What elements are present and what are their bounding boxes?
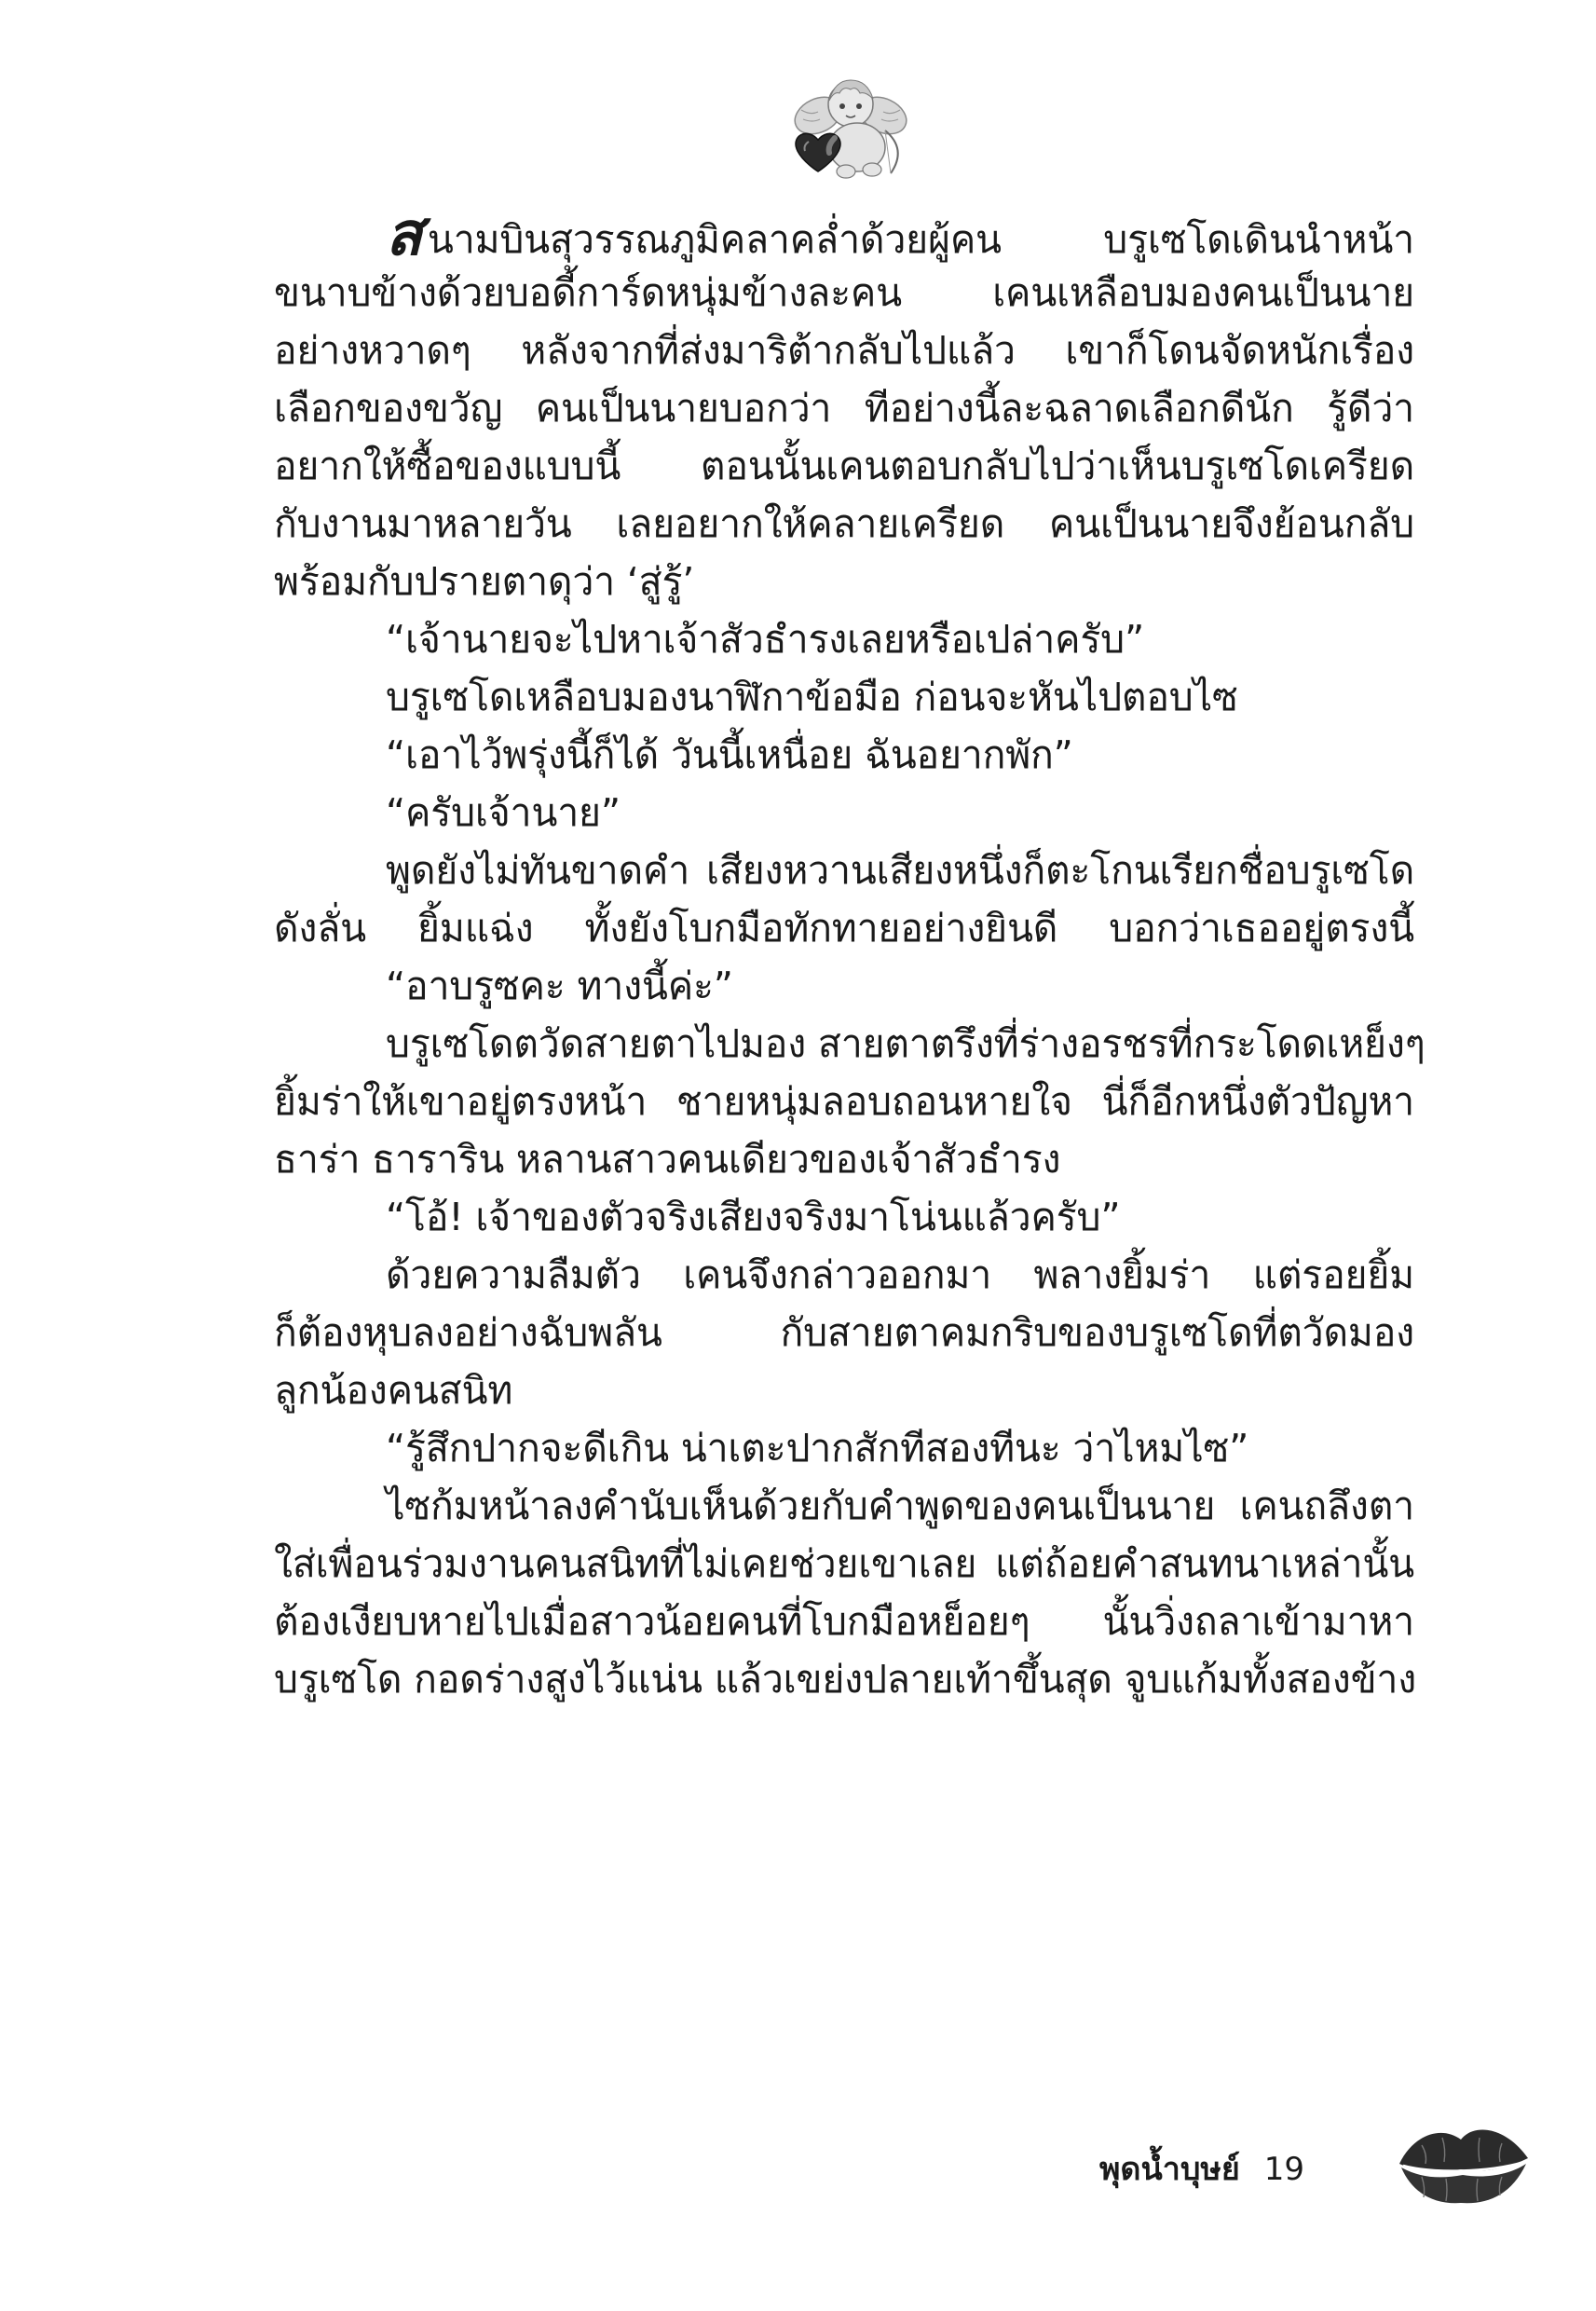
cupid-with-heart-icon: [781, 73, 921, 183]
paragraph-1-line-7: พร้อมกับปรายตาดุว่า ‘สู่รู้’: [274, 559, 695, 604]
dialogue-line: “เจ้านายจะไปหาเจ้าสัวธำรงเลยหรือเปล่าครับ”: [386, 617, 1145, 662]
book-title: พุดน้ำบุษย์: [1099, 2151, 1240, 2188]
drop-cap: ส: [386, 200, 422, 269]
paragraph-1-line-3: อย่างหวาดๆ หลังจากที่ส่งมาริต้ากลับไปแล้ว เขาก็โดนจัดหนักเรื่อง: [274, 328, 1414, 373]
narration-line: ใส่เพื่อนร่วมงานคนสนิทที่ไม่เคยช่วยเขาเลย แต่ถ้อยคำสนทนาเหล่านั้น: [274, 1541, 1414, 1586]
page-footer: [1099, 2143, 1304, 2194]
paragraph-1-line-4: เลือกของขวัญ คนเป็นนายบอกว่า ทีอย่างนี้ละฉลาดเลือกดีนัก รู้ดีว่า: [274, 386, 1414, 431]
dialogue-line: “อาบรูซคะ ทางนี้ค่ะ”: [386, 964, 733, 1008]
narration-line: ธาร่า ธาราริน หลานสาวคนเดียวของเจ้าสัวธำรง: [274, 1137, 1061, 1182]
narration-line: ไซก้มหน้าลงคำนับเห็นด้วยกับคำพูดของคนเป็นนาย เคนถลึงตา: [386, 1484, 1414, 1528]
narration-line: บรูเซโดเหลือบมองนาฬิกาข้อมือ ก่อนจะหันไปตอบไซ: [386, 675, 1238, 719]
narration-line: ต้องเงียบหายไปเมื่อสาวน้อยคนที่โบกมือหย็อยๆ นั้นวิ่งถลาเข้ามาหา: [274, 1599, 1414, 1644]
narration-line: บรูเซโดตวัดสายตาไปมอง สายตาตรึงที่ร่างอรชรที่กระโดดเหย็งๆ: [386, 1021, 1425, 1066]
dialogue-line: “โอ้! เจ้าของตัวจริงเสียงจริงมาโน่นแล้วครับ”: [386, 1195, 1121, 1239]
paragraph-1-line-5: อยากให้ซื้อของแบบนี้ ตอนนั้นเคนตอบกลับไปว่าเห็นบรูเซโดเครียด: [274, 444, 1414, 488]
narration-line: ก็ต้องหุบลงอย่างฉับพลัน กับสายตาคมกริบของบรูเซโดที่ตวัดมอง: [274, 1310, 1414, 1355]
lips-kiss-icon: [1394, 2117, 1534, 2210]
paragraph-1-line-6: กับงานมาหลายวัน เลยอยากให้คลายเครียด คนเป็นนายจึงย้อนกลับ: [274, 501, 1414, 546]
dialogue-line: “ครับเจ้านาย”: [386, 790, 621, 835]
narration-line: ลูกน้องคนสนิท: [274, 1368, 513, 1413]
narration-line: ด้วยความลืมตัว เคนจึงกล่าวออกมา พลางยิ้มร่า แต่รอยยิ้ม: [386, 1252, 1414, 1297]
narration-line: ยิ้มร่าให้เขาอยู่ตรงหน้า ชายหนุ่มลอบถอนหายใจ นี่ก็อีกหนึ่งตัวปัญหา: [274, 1079, 1414, 1124]
narration-line: บรูเซโด กอดร่างสูงไว้แน่น แล้วเขย่งปลายเท้าขึ้นสุด จูบแก้มทั้งสองข้าง: [274, 1657, 1417, 1702]
dialogue-line: “เอาไว้พรุ่งนี้ก็ได้ วันนี้เหนื่อย ฉันอยากพัก”: [386, 732, 1073, 777]
paragraph-1-line-2: ขนาบข้างด้วยบอดี้การ์ดหนุ่มข้างละคน เคนเหลือบมองคนเป็นนาย: [274, 270, 1414, 315]
dialogue-line: “รู้สึกปากจะดีเกิน น่าเตะปากสักทีสองทีนะ ว่าไหมไซ”: [386, 1426, 1249, 1470]
narration-line: ดังลั่น ยิ้มแฉ่ง ทั้งยังโบกมือทักทายอย่างยินดี บอกว่าเธออยู่ตรงนี้: [274, 906, 1414, 950]
paragraph-1-line-1: สนามบินสุวรรณภูมิคลาคล่ำด้วยผู้คน บรูเซโดเดินนำหน้า: [386, 200, 1414, 269]
page-number: 19: [1263, 2151, 1305, 2188]
narration-line: พูดยังไม่ทันขาดคำ เสียงหวานเสียงหนึ่งก็ตะโกนเรียกชื่อบรูเซโด: [386, 848, 1414, 893]
